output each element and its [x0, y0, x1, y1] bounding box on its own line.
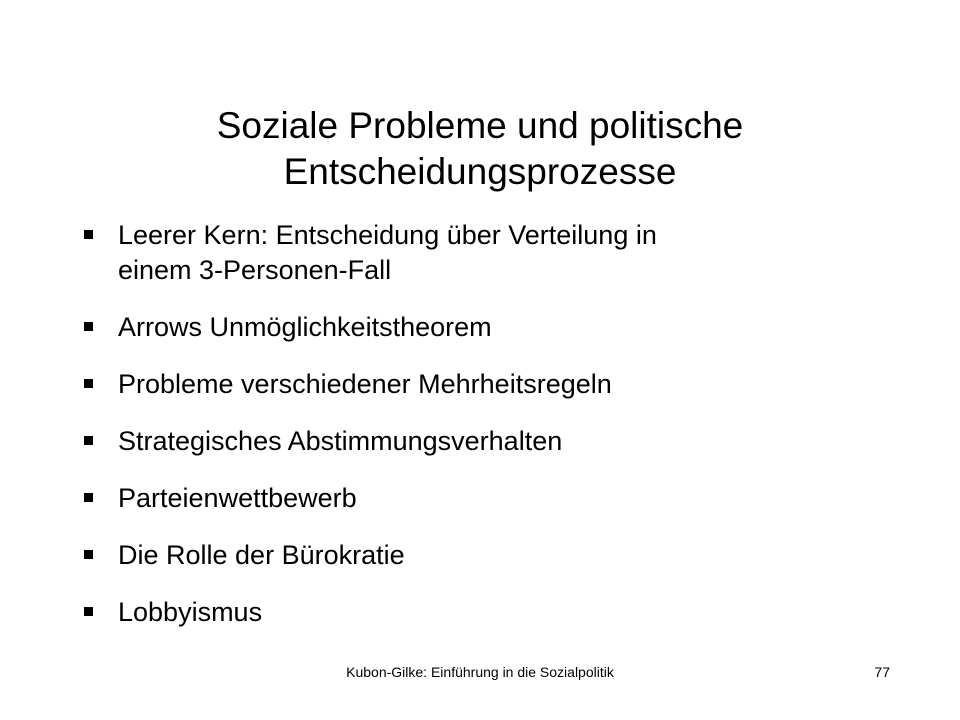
bullet-list — [84, 218, 904, 652]
square-bullet-icon — [84, 436, 93, 445]
list-item — [84, 367, 904, 402]
slide-footer — [0, 662, 960, 682]
list-item — [84, 424, 904, 459]
bullet-text — [118, 310, 904, 345]
footer-text: Kubon-Gilke: Einführung in die Sozialpolitik — [346, 664, 614, 680]
bullet-text — [118, 218, 904, 288]
list-item — [84, 538, 904, 573]
square-bullet-icon — [84, 322, 93, 331]
bullet-line: Probleme verschiedener Mehrheitsregeln — [118, 369, 612, 399]
bullet-line: Strategisches Abstimmungsverhalten — [118, 426, 563, 456]
bullet-text — [118, 481, 904, 516]
bullet-line: einem 3-Personen-Fall — [118, 255, 392, 285]
bullet-text — [118, 367, 904, 402]
bullet-line: Parteienwettbewerb — [118, 483, 357, 513]
list-item — [84, 310, 904, 345]
square-bullet-icon — [84, 550, 93, 559]
square-bullet-icon — [84, 230, 93, 239]
title-line: Soziale Probleme und politische — [216, 104, 744, 146]
bullet-text — [118, 424, 904, 459]
bullet-text — [118, 538, 904, 573]
list-item — [84, 218, 904, 288]
square-bullet-icon — [84, 493, 93, 502]
bullet-line: Arrows Unmöglichkeitstheorem — [118, 312, 492, 342]
bullet-line: Die Rolle der Bürokratie — [118, 540, 405, 570]
bullet-line: Lobbyismus — [118, 597, 263, 627]
list-item — [84, 595, 904, 630]
square-bullet-icon — [84, 607, 93, 616]
bullet-line: Leerer Kern: Entscheidung über Verteilung in — [118, 220, 657, 250]
title-line: Entscheidungsprozesse — [283, 150, 677, 192]
square-bullet-icon — [84, 379, 93, 388]
bullet-text — [118, 595, 904, 630]
list-item — [84, 481, 904, 516]
slide-title — [120, 103, 840, 195]
page-number: 77 — [874, 664, 890, 680]
